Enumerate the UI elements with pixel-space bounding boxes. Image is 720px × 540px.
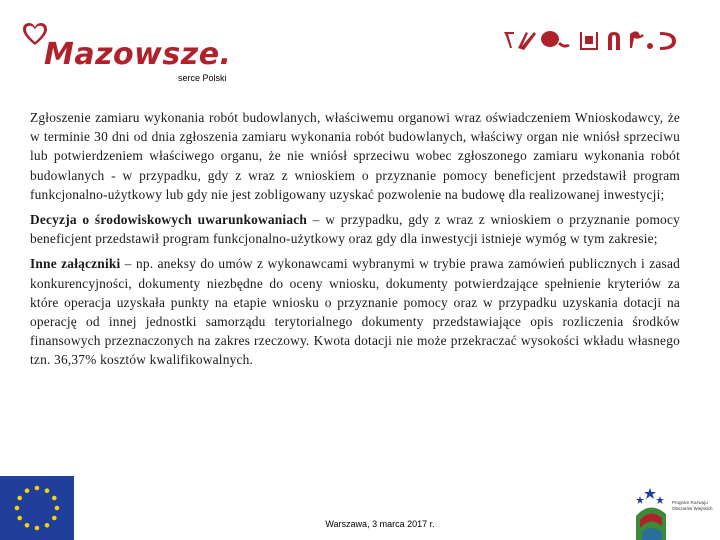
paragraph-text: – w przypadku, gdy z wraz z wnioskiem o przyznanie pomocy beneficjent przedstawił program funkcjonalno-użytkowy oraz gdy dla inwestycji istnieje wymóg w tym zakresie; bbox=[30, 212, 680, 247]
paragraph-text: Zgłoszenie zamiaru wykonania robót budowlanych, właściwemu organowi wraz oświadczeniem Wnioskodawcy, że w terminie 30 dni od dnia zgłoszenia zamiaru wykonania robót budowlanych, właściwy organ nie wniósł sprzeciwu lub potwierdzeniem właściwego organu, że nie wniósł sprzeciwu wobec zgłoszonego zamiaru wykonania robót budowlanych - w przypadku, gdy z wraz z wnioskiem o przyznanie pomocy beneficjent przedstawił program funkcjonalno-użytkowy lub gdy nie jest zobligowany uzyskać pozwolenie na budowę dla realizowanej inwestycji; bbox=[30, 110, 680, 202]
mazowsze-logo bbox=[22, 18, 232, 83]
prow-logo-icon bbox=[632, 486, 718, 540]
footer-date: Warszawa, 3 marca 2017 r. bbox=[325, 519, 435, 529]
paragraph-heading: Decyzja o środowiskowych uwarunkowaniach bbox=[30, 212, 308, 228]
logo-wordmark: Mazowsze. bbox=[44, 37, 232, 72]
eu-flag-icon bbox=[0, 476, 74, 540]
paragraph-decyzja bbox=[30, 210, 680, 248]
paragraph-inne-zalaczniki bbox=[30, 254, 680, 369]
paragraph-zgloszenie bbox=[30, 108, 680, 204]
document-body bbox=[30, 108, 680, 376]
mazowsze-pictogram-icon bbox=[500, 24, 700, 54]
prow-logo-caption: Program Rozwoju Obszarów Wiejskich bbox=[672, 500, 713, 511]
paragraph-text: – np. aneksy do umów z wykonawcami wybranymi w trybie prawa zamówień publicznych i zasad konkurencyjności, dokumenty niezbędne do oceny wniosku, dokumenty potwierdzające spełnienie kryteriów za które operacja uzyskała punkty na etapie wniosku o przyznanie pomocy oraz w przypadku uzyskania dotacji na operację od innej jednostki samorządu terytorialnego dokumenty przedstawiające opis rozliczenia środków finansowych przeznaczonych na zakres rzeczowy. Kwota dotacji nie może przekraczać wysokości wkładu własnego tzn. 36,37% kosztów kwalifikowalnych. bbox=[30, 256, 680, 368]
paragraph-heading: Inne załączniki bbox=[30, 256, 121, 272]
logo-subtitle: serce Polski bbox=[178, 73, 227, 83]
